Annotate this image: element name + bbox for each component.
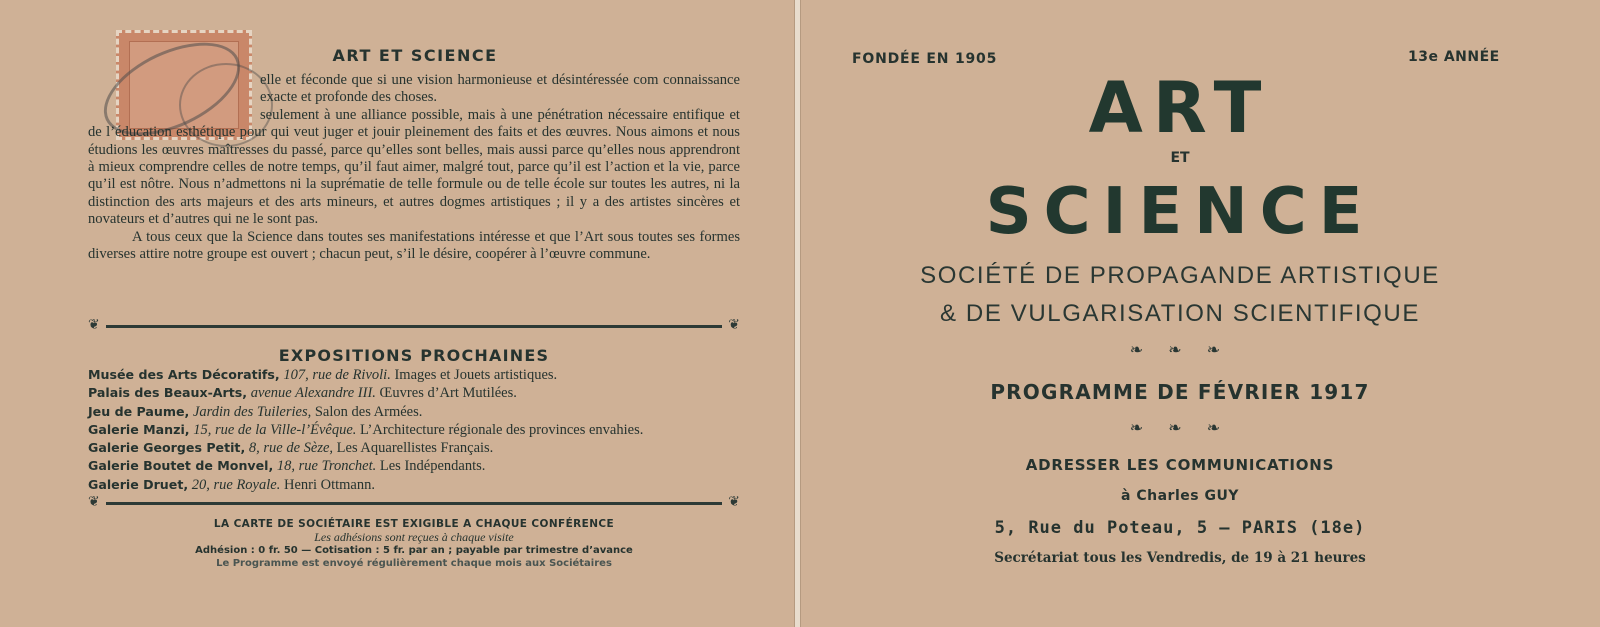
notice-line-3: Adhésion : 0 fr. 50 — Cotisation : 5 fr. par an ; payable par trimestre d’avance (195, 545, 633, 556)
ornament-icon: ❦ (728, 317, 740, 333)
divider-top (88, 317, 740, 334)
contact-name: à Charles GUY (1121, 488, 1239, 504)
year-label: 13e ANNÉE (1408, 49, 1500, 65)
divider-line (106, 325, 722, 328)
ornament-icon: ❦ (88, 317, 100, 333)
ornament-row-icon: ❧ ❧ ❧ (1129, 418, 1231, 437)
masthead-art: ART (1088, 67, 1272, 149)
expositions-heading: EXPOSITIONS PROCHAINES (278, 346, 550, 365)
communications-heading: ADRESSER LES COMMUNICATIONS (1025, 456, 1335, 474)
ornament-row-icon: ❧ ❧ ❧ (1129, 340, 1231, 359)
postal-address: 5, Rue du Poteau, 5 — PARIS (18e) (994, 518, 1366, 538)
list-item: Jeu de Paume, Jardin des Tuileries, Salon des Armées. (88, 403, 423, 420)
masthead-et: ET (1170, 150, 1190, 166)
society-subtitle-1: SOCIÉTÉ DE PROPAGANDE ARTISTIQUE (920, 262, 1440, 289)
paragraph-1: elle et féconde que si une vision harmonieuse et désintéressée com connaissance exacte et profonde des choses. (260, 72, 740, 106)
list-item: Galerie Boutet de Monvel, 18, rue Tronchet. Les Indépendants. (88, 458, 486, 475)
list-item: Palais des Beaux-Arts, avenue Alexandre III. Œuvres d’Art Mutilées. (88, 385, 517, 402)
notice-line-1: LA CARTE DE SOCIÉTAIRE EST EXIGIBLE A CHAQUE CONFÉRENCE (213, 518, 615, 530)
list-item: Musée des Arts Décoratifs, 107, rue de Rivoli. Images et Jouets artistiques. (88, 367, 558, 383)
notice-line-2: Les adhésions sont reçues à chaque visite (314, 530, 514, 544)
programme-title: PROGRAMME DE FÉVRIER 1917 (990, 380, 1370, 404)
expositions-list (88, 366, 748, 494)
manifesto-text (88, 72, 740, 263)
left-title: ART ET SCIENCE (332, 46, 498, 65)
list-item: Galerie Druet, 20, rue Royale. Henri Ottmann. (88, 476, 375, 493)
secretariat-hours: Secrétariat tous les Vendredis, de 19 à 21 heures (994, 550, 1366, 566)
list-item: Galerie Manzi, 15, rue de la Ville-l’Évêque. L’Architecture régionale des provinces envahies. (88, 421, 644, 438)
society-subtitle-2: & DE VULGARISATION SCIENTIFIQUE (940, 300, 1420, 327)
masthead-science: SCIENCE (985, 175, 1375, 249)
paragraph-2: seulement à une alliance possible, mais à une pénétration nécessaire entifique et de l’éducation esthétique pour qui veut juger et jouir pleinement des faits et des œuvres. Nous aimons et nous étudions les œuvres maîtresses du passé, parce qu’elles sont belles, mais aussi parce qu’elles nous apprendront à mieux comprendre celles de notre temps, qu’il faut aimer, malgré tout, parce qu’il est l’action et la vie, parce qu’il est nôtre. Nous n’admettons ni la suprématie de telle formule ou de telle école sur toutes les autres, ni la distinction des arts majeurs et des arts mineurs, et autres dogmes artistiques ; il y a des artistes sincères et novateurs et d’autres qui ne le sont pas. (88, 106, 740, 228)
divider-line (106, 502, 722, 505)
left-page (0, 0, 795, 627)
divider-bottom (88, 494, 740, 511)
notice-line-4: Le Programme est envoyé régulièrement chaque mois aux Sociétaires (216, 558, 612, 569)
founded-label: FONDÉE EN 1905 (852, 51, 998, 67)
membership-notice (88, 518, 740, 570)
list-item: Galerie Georges Petit, 8, rue de Sèze, Les Aquarellistes Français. (88, 440, 494, 457)
paragraph-3: A tous ceux que la Science dans toutes ses manifestations intéresse et que l’Art sous toutes ses formes diverses attire notre groupe est ouvert ; chacun peut, s’il le désire, coopérer à l’œuvre commune. (88, 228, 740, 263)
ornament-icon: ❦ (88, 494, 100, 510)
ornament-icon: ❦ (728, 494, 740, 510)
